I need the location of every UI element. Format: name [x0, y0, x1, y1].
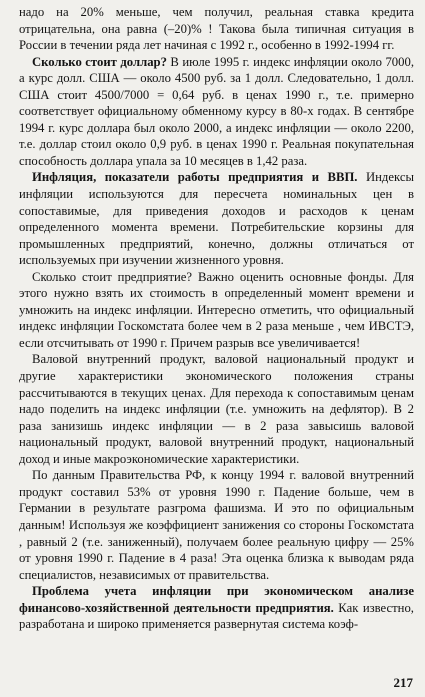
- paragraph-text: Как известно, разработана и широко применяется развернутая система коэф-: [19, 600, 414, 632]
- paragraph-text: Валовой внутренний продукт, валовой национальный продукт и другие характеристики экономического положения страны рассчитываются в текущих ценах. Для перехода к сопоставимым ценам надо поделить на индекс инфляции (т.е. умножить на дефлятор). В 2 раза занизишь индекс инфляции — в 2 раза завысишь валовой национальный продукт, валовой внутренний продукт, национальный доход и иные макроэкономические характеристики.: [19, 352, 414, 466]
- paragraph-text: надо на 20% меньше, чем получил, реальная ставка кредита отрицательна, она равна (–20)% ! Такова была типичная ситуация в России в течении ряда лет начиная с 1992 г., особенно в 1992-1994 гг.: [19, 5, 414, 53]
- paragraph-gdp: [19, 351, 414, 467]
- paragraph-text: Сколько стоит предприятие? Важно оценить основные фонды. Для этого нужно взять их стоимость в определенный момент времени и умножить на индекс инфляции. Интересно отметить, что официальный индекс инфляции Госкомстата более чем в 2 раза меньше , чем ИВСТЭ, если отсчитывать от 1990 г. Причем разрыв все увеличивается!: [19, 269, 414, 350]
- paragraph-government-data: [19, 467, 414, 583]
- paragraph-heading: Инфляция, показатели работы предприятия и ВВП.: [32, 170, 358, 185]
- paragraph-text: В июле 1995 г. индекс инфляции около 7000, а курс долл. США — около 4500 руб. за 1 долл. Следовательно, 1 долл. США стоит 4500/7000 = 0,64 руб. в ценах 1990 г., т.е. примерно соответствует официальному обменному курсу в 80-х годах. В сентябре 1994 г. курс доллара был около 2000, а индекс инфляции — около 2200, т.е. доллар стоил около 0,9 руб. в ценах 1990 г. Реальная покупательная способность доллара упала за 10 месяцев в 1,42 раза.: [19, 54, 414, 168]
- paragraph-heading: Сколько стоит доллар?: [32, 54, 167, 69]
- paragraph-inflation-gdp: [19, 169, 414, 268]
- page-number: 217: [393, 675, 413, 690]
- paragraph-accounting-problem: [19, 583, 414, 633]
- paragraph-dollar-cost: [19, 54, 414, 170]
- paragraph-heading: Проблема учета инфляции при экономическом анализе финансово-хозяйственной деятельности предприятия.: [19, 584, 414, 615]
- paragraph-text: Индексы инфляции используются для пересчета номинальных цен в сопоставимые, для приведения доходов и расходов к ценам определенного момента времени. Потребительские корзины для промышленных предприятий, конечно, должны отличаться от используемых при изучении жизненного уровня.: [19, 170, 414, 268]
- paragraph-enterprise-cost: [19, 269, 414, 352]
- paragraph-continuation: [19, 4, 414, 54]
- paragraph-text: По данным Правительства РФ, к концу 1994 г. валовой внутренний продукт составил 53% от уровня 1990 г. Падение больше, чем в Германии в результате разгрома фашизма. И это по официальным данным! Используя же коэффициент занижения со стороны Госкомстата , равный 2 (т.е. заниженный), получаем более реальную цифру — 25% от уровня 1990 г. Падение в 4 раза! Эта оценка близка к выводам ряда специалистов, независимых от правительства.: [19, 468, 414, 582]
- body-text: [19, 4, 414, 633]
